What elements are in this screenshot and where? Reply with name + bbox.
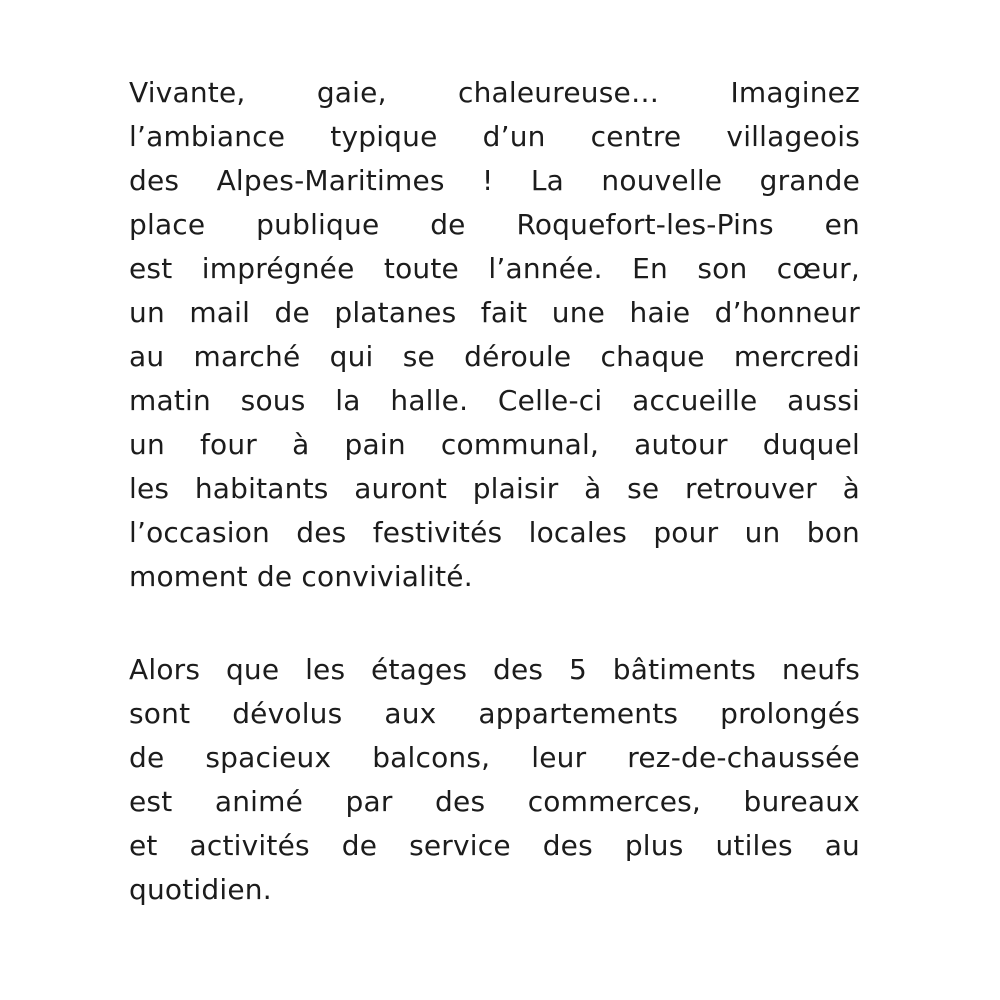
text-line: des Alpes-Maritimes ! La nouvelle grande	[129, 164, 860, 197]
text-line: Alors que les étages des 5 bâtiments neufs	[129, 653, 860, 686]
text-line: un mail de platanes fait une haie d’honneur	[129, 296, 860, 329]
text-line: l’occasion des festivités locales pour un bon	[129, 516, 860, 549]
text-line: sont dévolus aux appartements prolongés	[129, 697, 860, 730]
text-line: un four à pain communal, autour duquel	[129, 428, 860, 461]
text-line: et activités de service des plus utiles au	[129, 829, 860, 862]
text-line: place publique de Roquefort-les-Pins en	[129, 208, 860, 241]
text-line: Vivante, gaie, chaleureuse… Imaginez	[129, 76, 860, 109]
text-line: quotidien.	[129, 873, 272, 906]
paragraph-village-square	[129, 71, 860, 599]
text-line: au marché qui se déroule chaque mercredi	[129, 340, 860, 373]
text-line: matin sous la halle. Celle-ci accueille aussi	[129, 384, 860, 417]
text-line: moment de convivialité.	[129, 560, 473, 593]
paragraph-new-buildings	[129, 648, 860, 912]
text-line: les habitants auront plaisir à se retrouver à	[129, 472, 860, 505]
text-line: est animé par des commerces, bureaux	[129, 785, 860, 818]
text-line: l’ambiance typique d’un centre villageois	[129, 120, 860, 153]
text-line: de spacieux balcons, leur rez-de-chaussée	[129, 741, 860, 774]
text-line: est imprégnée toute l’année. En son cœur,	[129, 252, 860, 285]
